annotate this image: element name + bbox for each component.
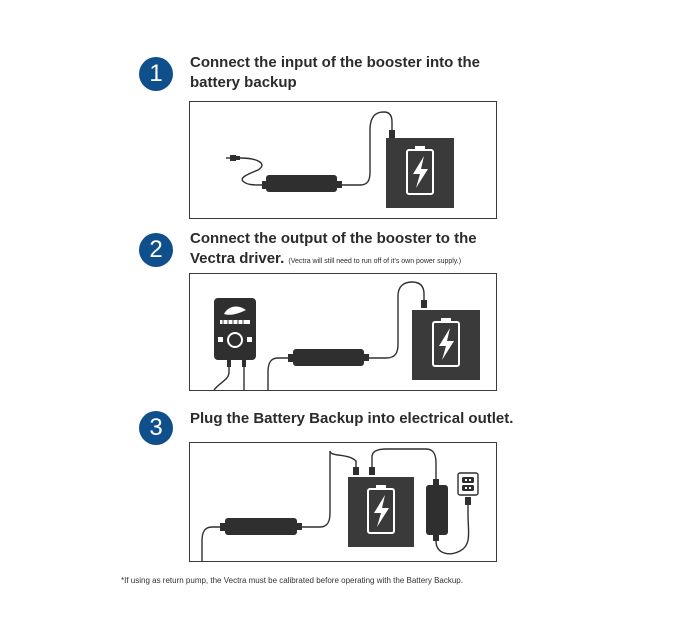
step-number-3: 3 (139, 411, 173, 445)
dc-plug-icon (226, 155, 240, 161)
step-2-instruction (190, 229, 477, 272)
step-2-line-2-wrap (190, 249, 477, 272)
controller-icon (214, 298, 256, 360)
battery-bolt-icon (348, 477, 414, 547)
booster-input-cable (240, 158, 262, 185)
step-2-illustration (189, 273, 497, 391)
booster-device (288, 349, 369, 366)
step-2-note: (Vectra will still need to run off of it's own power supply.) (288, 258, 462, 265)
step-3-diagram (190, 443, 498, 563)
step-2-line-1: Connect the output of the booster to the (190, 230, 477, 247)
step-3-line-1: Plug the Battery Backup into electrical outlet. (190, 410, 514, 427)
wall-outlet-icon (458, 473, 478, 495)
step-number-1: 1 (139, 57, 173, 91)
step-1-instruction (190, 53, 480, 93)
step-1-line-2: battery backup (190, 74, 297, 91)
step-1-line-1: Connect the input of the booster into the (190, 54, 480, 71)
step-number-2: 2 (139, 233, 173, 267)
step-3-instruction (190, 409, 513, 429)
step-1-illustration (189, 101, 497, 219)
footnote: *If using as return pump, the Vectra must be calibrated before operating with the Battery Backup. (121, 576, 463, 585)
battery-bolt-icon (386, 138, 454, 208)
step-3-illustration (189, 442, 497, 562)
step-2-line-2: Vectra driver. (190, 250, 285, 267)
booster-device (262, 175, 342, 192)
booster-to-battery-cable (342, 112, 392, 185)
step-2-diagram (190, 274, 498, 392)
power-plug-icon (426, 485, 448, 541)
booster-device (220, 518, 302, 535)
step-1-diagram (190, 102, 498, 220)
battery-bolt-icon (412, 310, 480, 380)
